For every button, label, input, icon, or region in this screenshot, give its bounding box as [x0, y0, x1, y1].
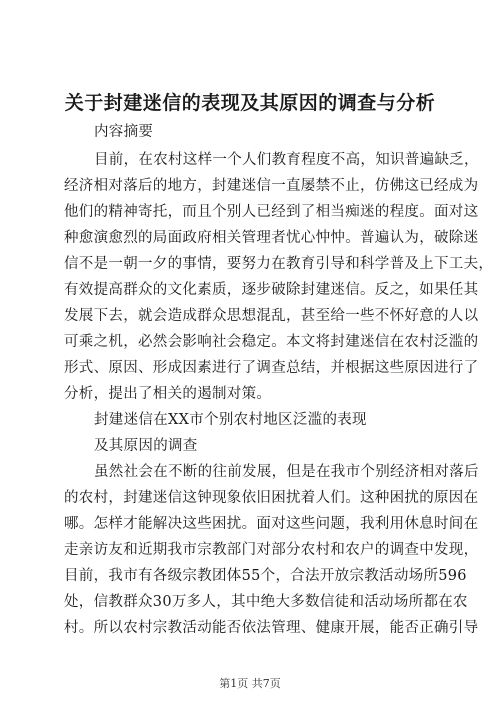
- abstract-heading: 内容摘要: [94, 124, 154, 140]
- section-heading: 及其原因的调查: [94, 438, 198, 454]
- body-line: 经济相对落后的地方，封建迷信一直屡禁不止，仿佛这已经成为: [64, 178, 479, 194]
- body-line: 可乘之机，必然会影响社会稳定。本文将封建迷信在农村泛滥的: [64, 334, 479, 350]
- body-line: 的农村，封建迷信这钟现象依旧困扰着人们。这种困扰的原因在: [64, 490, 479, 506]
- body-line: 哪。怎样才能解决这些困扰。面对这些问题，我利用休息时间在: [64, 516, 479, 532]
- page-number: 第1页 共7页: [219, 677, 281, 690]
- body-line: 目前，我市有各级宗教团体55个，合法开放宗教活动场所596: [64, 568, 467, 584]
- body-line: 种愈演愈烈的局面政府相关管理者忧心忡忡。普遍认为，破除迷: [64, 230, 479, 246]
- body-line: 分析，提出了相关的遏制对策。: [64, 386, 272, 402]
- body-line: 村。所以农村宗教活动能否依法管理、健康开展，能否正确引导: [64, 620, 479, 636]
- body-line: 形式、原因、形成因素进行了调查总结，并根据这些原因进行了: [64, 360, 479, 376]
- body-line: 走亲访友和近期我市宗教部门对部分农村和农户的调查中发现，: [64, 542, 479, 558]
- body-line: 处，信教群众30万多人，其中绝大多数信徒和活动场所都在农: [64, 594, 468, 610]
- document-title: 关于封建迷信的表现及其原因的调查与分析: [64, 92, 436, 114]
- body-line: 发展下去，就会造成群众思想混乱，甚至给一些不怀好意的人以: [64, 308, 479, 324]
- body-line: 他们的精神寄托，而且个别人已经到了相当痴迷的程度。面对这: [64, 204, 479, 220]
- body-line: 虽然社会在不断的往前发展，但是在我市个别经济相对落后: [94, 464, 479, 480]
- body-line: 目前，在农村这样一个人们教育程度不高，知识普遍缺乏，: [94, 152, 479, 168]
- section-heading: 封建迷信在XX市个别农村地区泛滥的表现: [94, 412, 367, 428]
- body-line: 有效提高群众的文化素质，逐步破除封建迷信。反之，如果任其: [64, 282, 479, 298]
- body-line: 信不是一朝一夕的事情，要努力在教育引导和科学普及上下工夫，: [64, 256, 494, 272]
